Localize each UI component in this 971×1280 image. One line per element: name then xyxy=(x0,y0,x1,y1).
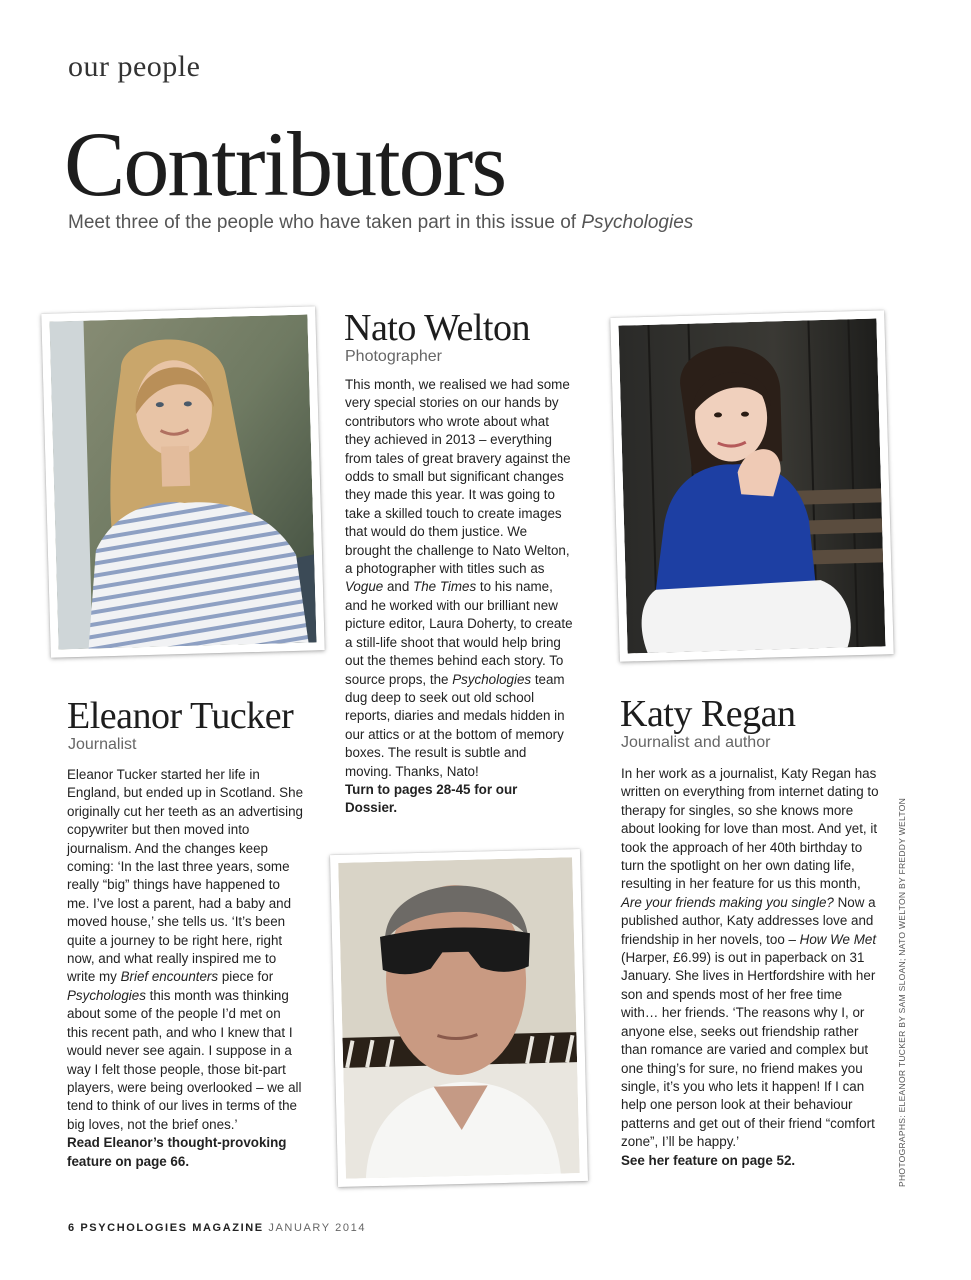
katy-cta: See her feature on page 52. xyxy=(621,1152,796,1168)
eleanor-name: Eleanor Tucker xyxy=(67,695,294,737)
issue-date: JANUARY 2014 xyxy=(268,1222,367,1234)
subtitle-magazine: Psychologies xyxy=(581,212,694,233)
katy-name: Katy Regan xyxy=(620,693,796,735)
nato-photo xyxy=(330,849,588,1187)
nato-portrait-image xyxy=(338,857,580,1179)
nato-role: Photographer xyxy=(345,348,442,365)
katy-role: Journalist and author xyxy=(621,734,771,751)
page-number: 6 xyxy=(68,1222,76,1234)
page-footer xyxy=(68,1222,366,1234)
subtitle-text: Meet three of the people who have taken part in this issue of xyxy=(68,212,582,233)
nato-name: Nato Welton xyxy=(344,307,530,349)
page-subtitle xyxy=(68,212,693,234)
eleanor-portrait-image xyxy=(49,314,316,649)
magazine-name: PSYCHOLOGIES MAGAZINE xyxy=(80,1222,264,1234)
katy-bio: In her work as a journalist, Katy Regan has written on everything from internet dating to therapy for singles, so she knows more about looking for love than most. And yet, it took the approach of her 40th birthday to turn the spotlight on her own dating life, resulting in her feature for us this month, Are your friends making you single? Now a published author, Katy addresses love and friendship in her novels, too – How We Met (Harper, £6.99) is out in paperback on 31 January. She lives in Hertfordshire with her son and spends most of her free time with… her friends. ‘The reasons why I, or anyone else, seeks out friendship rather than romance are varied and complex but one thing’s for sure, no friend makes you single, it’s you who lets it happen! If I can help one person look at their behaviour patterns and get out of their friend “comfort zone”, I’ll be happy.’ See her feature on page 52. xyxy=(621,766,879,1168)
page-title: Contributors xyxy=(64,113,506,215)
eleanor-cta: Read Eleanor’s thought-provoking feature on page 66. xyxy=(67,1135,287,1169)
nato-bio: This month, we realised we had some very special stories on our hands by contributors who wrote about what they achieved in 2013 – everything from tales of great bravery against the odds to small but significant changes they made this year. It was going to take a skilled touch to create images that would do them justice. We brought the challenge to Nato Welton, a photographer with titles such as Vogue and The Times to his name, and he worked with our brilliant new picture editor, Laura Doherty, to create a still-life shoot that would help bring out the themes behind each story. To source props, the Psychologies team dug deep to seek out old school reports, diaries and medals hidden in our attics or at the bottom of memory boxes. The result is subtle and moving. Thanks, Nato! Turn to pages 28-45 for our Dossier. xyxy=(345,377,573,816)
nato-cta: Turn to pages 28-45 for our Dossier. xyxy=(345,781,518,816)
eleanor-role: Journalist xyxy=(68,736,137,753)
eleanor-photo xyxy=(41,306,324,658)
katy-photo xyxy=(610,310,893,662)
photo-credit: PHOTOGRAPHS: ELEANOR TUCKER BY SAM SLOAN; NATO WELTON BY FREDDY WELTON xyxy=(897,797,907,1187)
section-label: our people xyxy=(68,50,201,83)
eleanor-bio: Eleanor Tucker started her life in England, but ended up in Scotland. She originally cut her teeth as an advertising copywriter but then moved into journalism. And the changes keep coming: ‘In the last three years, some really “big” things have happened to me. I’ve lost a parent, had a baby and moved house,’ she tells us. ‘It’s been quite a journey to be right here, right now, and what really inspired me to write my Brief encounters piece for Psychologies this month was thinking about some of the people I’d met on this recent path, and who I knew that I would never see again. I suppose in a way I felt those people, those bit-part players, were being overlooked – we all tend to think of our lives in terms of the big loves, not the brief ones.’ Read Eleanor’s thought-provoking feature on page 66. xyxy=(67,767,304,1169)
katy-portrait-image xyxy=(618,318,885,653)
